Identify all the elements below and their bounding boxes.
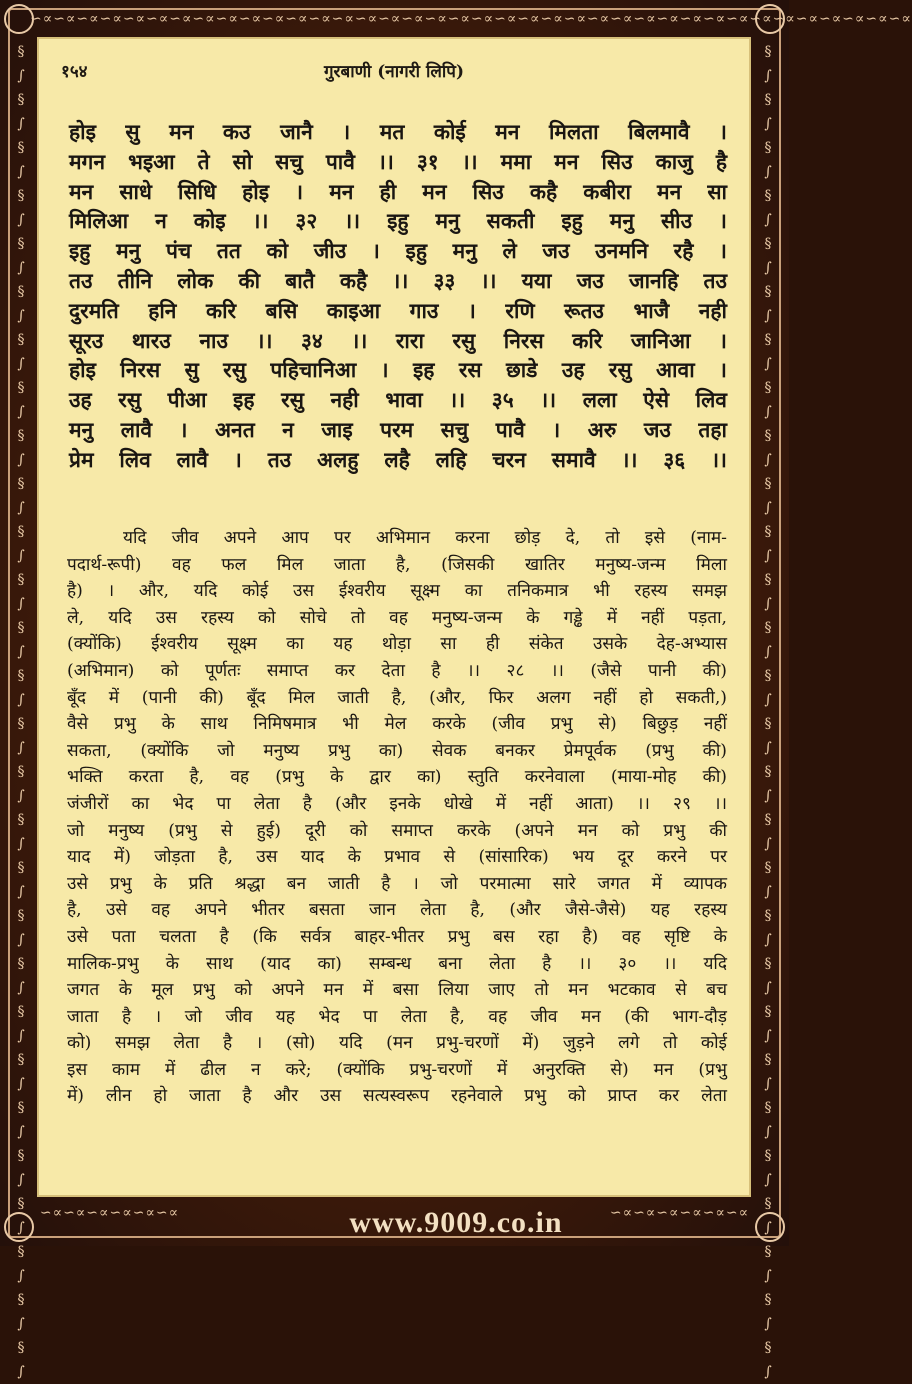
commentary-line: जंजीरों का भेद पा लेता है (और इनके धोखे में नहीं आता) ।। २९ ।। [67, 793, 727, 814]
commentary-line: को) समझ लेता है । (सो) यदि (मन प्रभु-चरणों में) जुड़ने लगे तो कोई [67, 1033, 727, 1054]
commentary-line: मालिक-प्रभु के साथ (याद का) सम्बन्ध बना लेता है ।। ३० ।। यदि [67, 953, 727, 974]
commentary-block [67, 525, 727, 1110]
verse-line: दुरमति हनि करि बसि काइआ गाउ । रणि रूतउ भाजै नही [69, 297, 727, 323]
top-ornament-border: ∽∝∽∝∽∝∽∝∽∝∽∝∽∝∽∝∽∝∽∝∽∝∽∝∽∝∽∝∽∝∽∝∽∝∽∝∽∝∽∝∽∝∽∝∽∝∽∝∽∝∽∝∽∝∽∝∽∝∽∝∽∝∽∝∽∝∽∝∽∝∽∝∽∝∽∝ [30, 11, 912, 27]
page-number: १५४ [61, 62, 88, 82]
verse-line: उह रसु पीआ इह रसु नही भावा ।। ३५ ।। लला ऐसे लिव [69, 387, 727, 413]
commentary-line: जाता है । जो जीव यह भेद पा लेता है, वह जीव मन (की भाग-दौड़ [67, 1006, 727, 1027]
commentary-line: याद में) जोड़ता है, उस याद के प्रभाव से (सांसारिक) भय दूर करने पर [67, 847, 727, 868]
verse-line: मनु लावै । अनत न जाइ परम सचु पावै । अरु जउ तहा [69, 416, 727, 442]
commentary-line: (अभिमान) को पूर्णतः समाप्त कर देता है ।। २८ ।। (जैसे पानी की) [67, 660, 727, 681]
commentary-line: वैसे प्रभु के साथ निमिषमात्र भी मेल करके (जीव प्रभु से) बिछुड़ नहीं [67, 714, 727, 735]
website-footer: www.9009.co.in [349, 1206, 563, 1239]
verse-line: मन साधे सिधि होइ । मन ही मन सिउ कहै कबीरा मन सा [69, 178, 727, 204]
commentary-line: यदि जीव अपने आप पर अभिमान करना छोड़ दे, तो इसे (नाम- [123, 528, 727, 548]
verse-line: मगन भइआ ते सो सचु पावै ।। ३१ ।। ममा मन सिउ काजु है [69, 148, 727, 174]
verse-line: प्रेम लिव लावै । तउ अलहु लहै लहि चरन समावै ।। ३६ ।। [69, 446, 727, 472]
verse-line: होइ सु मन कउ जानै । मत कोई मन मिलता बिलमावै । [69, 119, 727, 144]
bottom-left-ornament: ∽∝∽∝∽∝∽∝∽∝∽∝ [39, 1205, 180, 1221]
commentary-line: (क्योंकि) ईश्वरीय सूक्ष्म का यह थोड़ा सा ही संकेत उसके देह-अभ्यास [67, 634, 727, 655]
verse-line: तउ तीनि लोक की बातै कहै ।। ३३ ।। यया जउ जानहि तउ [69, 267, 727, 293]
page-header [61, 59, 727, 85]
commentary-line: उसे पता चलता है (कि सर्वत्र बाहर-भीतर प्रभु बस रहा है) वह सृष्टि के [67, 926, 727, 947]
verse-line: सूरउ थारउ नाउ ।। ३४ ।। रारा रसु निरस करि जानिआ । [69, 327, 727, 353]
verse-line: इहु मनु पंच तत को जीउ । इहु मनु ले जउ उनमनि रहै । [69, 238, 727, 264]
commentary-line: सकता, (क्योंकि जो मनुष्य प्रभु का) सेवक बनकर प्रेमपूर्वक (प्रभु की) [67, 740, 727, 761]
right-ornament-border: § ∫ § ∫ § ∫ § ∫ § ∫ § ∫ § ∫ § ∫ § ∫ § ∫ § ∫ § ∫ § ∫ § ∫ § ∫ § ∫ § ∫ § ∫ § ∫ § ∫ § ∫ § ∫ § ∫ § ∫ § ∫ § ∫ § ∫ § ∫ [764, 44, 772, 1380]
verse-line: होइ निरस सु रसु पहिचानिआ । इह रस छाडे उह रसु आवा । [69, 357, 727, 383]
commentary-line: इस काम में ढील न करे; (क्योंकि प्रभु-चरणों में अनुरक्ति से) मन (प्रभु [67, 1059, 727, 1080]
commentary-line: है, उसे वह अपने भीतर बसता जान लेता है, (और जैसे-जैसे) यह रहस्य [67, 900, 727, 921]
scripture-page [37, 37, 751, 1197]
commentary-line: भक्ति करता है, वह (प्रभु के द्वार का) स्तुति करनेवाला (माया-मोह की) [67, 767, 727, 788]
bottom-right-ornament: ∽∝∽∝∽∝∽∝∽∝∽∝ [609, 1205, 750, 1221]
running-title: गुरबाणी (नागरी लिपि) [323, 62, 464, 82]
commentary-line: पदार्थ-रूपी) वह फल मिल जाता है, (जिसकी खातिर मनुष्य-जन्म मिला [67, 554, 727, 575]
commentary-line: है) । और, यदि कोई उस ईश्वरीय सूक्ष्म का तनिकमात्र भी रहस्य समझ [67, 581, 727, 602]
commentary-line: जगत के मूल प्रभु को अपने मन में बसा लिया जाए तो मन भटकाव से बच [67, 980, 727, 1001]
corner-ornament-top-left [4, 4, 34, 34]
verse-block [69, 117, 727, 475]
corner-ornament-top-right [755, 4, 785, 34]
commentary-line: जो मनुष्य (प्रभु से हुई) दूरी को समाप्त करके (अपने मन को प्रभु की [67, 820, 727, 841]
commentary-line: उसे प्रभु के प्रति श्रद्धा बन जाती है । जो परमात्मा सारे जगत में व्यापक [67, 873, 727, 894]
commentary-line: में) लीन हो जाता है और उस सत्यस्वरूप रहनेवाले प्रभु को प्राप्त कर लेता [67, 1086, 727, 1107]
verse-line: मिलिआ न कोइ ।। ३२ ।। इहु मनु सकती इहु मनु सीउ । [69, 208, 727, 234]
commentary-line: ले, यदि उस रहस्य को सोचे तो वह मनुष्य-जन्म के गड्ढे में नहीं पड़ता, [67, 607, 727, 628]
commentary-line: बूँद में (पानी की) बूँद मिल जाती है, (और, फिर अलग नहीं हो सकती,) [67, 687, 727, 708]
left-ornament-border: § ∫ § ∫ § ∫ § ∫ § ∫ § ∫ § ∫ § ∫ § ∫ § ∫ § ∫ § ∫ § ∫ § ∫ § ∫ § ∫ § ∫ § ∫ § ∫ § ∫ § ∫ § ∫ § ∫ § ∫ § ∫ § ∫ § ∫ § ∫ [17, 44, 25, 1380]
